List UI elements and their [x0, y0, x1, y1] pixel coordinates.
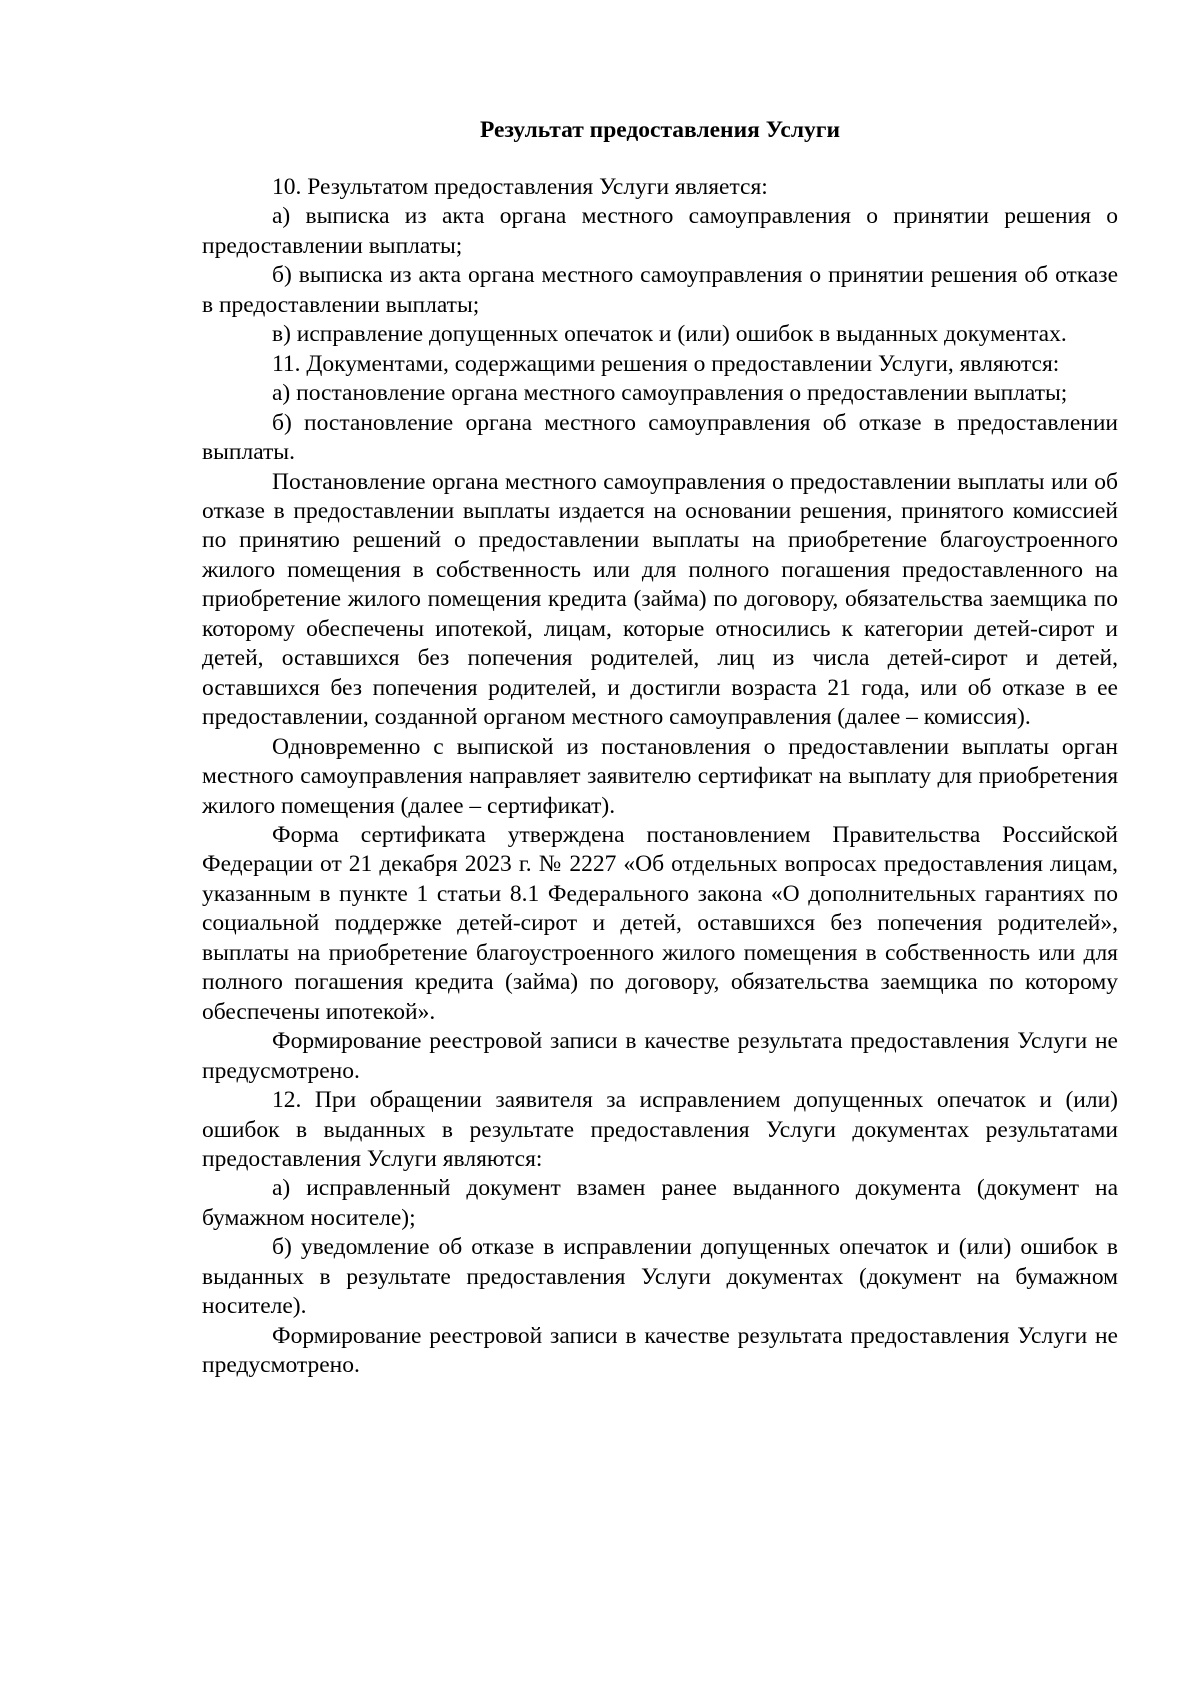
paragraph-10: 10. Результатом предоставления Услуги является:	[272, 174, 768, 200]
paragraph-11: 11. Документами, содержащими решения о предоставлении Услуги, являются:	[272, 350, 1060, 377]
paragraph-certificate: Одновременно с выпиской из постановления о предоставлении выплаты орган местного самоуправления направляет заявителю сертификат на выплату для приобретения жилого помещения (далее – сертификат).	[202, 733, 1118, 819]
section-heading: Результат предоставления Услуги	[479, 117, 841, 143]
paragraph-12: 12. При обращении заявителя за исправлением допущенных опечаток и (или) ошибок в выданных в результате предоставления Услуги документах результатами предоставления Услуги являются:	[202, 1087, 1118, 1172]
document-body	[202, 173, 1118, 1381]
paragraph-certificate-form: Форма сертификата утверждена постановлением Правительства Российской Федерации от 21 декабря 2023 г. № 2227 «Об отдельных вопросах предоставления лицам, указанным в пункте 1 статьи 8.1 Федерального закона «О дополнительных гарантиях по социальной поддержке детей-сирот и детей, оставшихся без попечения родителей», выплаты на приобретение благоустроенного жилого помещения в собственность или для полного погашения кредита (займа) по договору, обязательства заемщика по которому обеспечены ипотекой».	[202, 821, 1118, 1025]
paragraph-10-c: в) исправление допущенных опечаток и (или) ошибок в выданных документах.	[272, 321, 1067, 348]
paragraph-12-a: а) исправленный документ взамен ранее выданного документа (документ на бумажном носителе);	[202, 1175, 1118, 1231]
paragraph-11-a: а) постановление органа местного самоуправления о предоставлении выплаты;	[272, 380, 1068, 407]
paragraph-registry-note: Формирование реестровой записи в качестве результата предоставления Услуги не предусмотрено.	[202, 1028, 1118, 1084]
paragraph-11-b: б) постановление органа местного самоуправления об отказе в предоставлении выплаты.	[202, 409, 1118, 466]
paragraph-12-b: б) уведомление об отказе в исправлении допущенных опечаток и (или) ошибок в выданных в результате предоставления Услуги документах (документ на бумажном носителе).	[202, 1234, 1118, 1320]
paragraph-commission: Постановление органа местного самоуправления о предоставлении выплаты или об отказе в предоставлении выплаты издается на основании решения, принятого комиссией по принятию решений о предоставлении выплаты на приобретение благоустроенного жилого помещения в собственность или для полного погашения предоставленного на приобретение жилого помещения кредита (займа) по договору, обязательства заемщика по которому обеспечены ипотекой, лицам, которые относились к категории детей-сирот и детей, оставшихся без попечения родителей, лиц из числа детей-сирот и детей, оставшихся без попечения родителей, и достигли возраста 21 года, или об отказе в ее предоставлении, созданной органом местного самоуправления (далее – комиссия).	[202, 468, 1118, 731]
paragraph-registry-note-2: Формирование реестровой записи в качестве результата предоставления Услуги не предусмотрено.	[202, 1322, 1118, 1379]
paragraph-10-a: а) выписка из акта органа местного самоуправления о принятии решения о предоставлении выплаты;	[202, 203, 1118, 259]
paragraph-10-b: б) выписка из акта органа местного самоуправления о принятии решения об отказе в предоставлении выплаты;	[202, 262, 1118, 318]
